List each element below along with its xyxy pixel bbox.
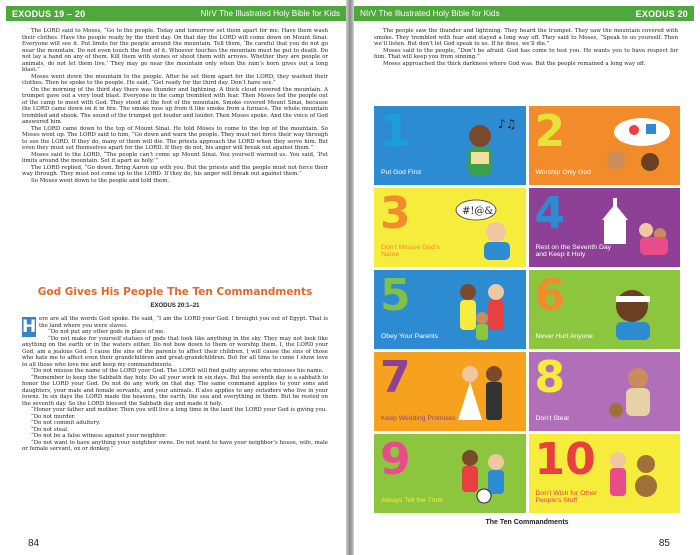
child-singing-illustration <box>440 114 520 178</box>
commandment-panel <box>529 188 681 267</box>
paragraph: On the morning of the third day there was thunder and lightning. A thick cloud covered the mountain. A trumpet gave out a very loud blast. Everyone in the camp trembled with fear. Then Moses led the people out of the camp to meet with God. They stood at the foot of the mountain. Smoke covered Mount Sinai, because the LORD came down on it in fire. The smoke rose up from it like smoke from a furnace. The whole mountain trembled and shook. The sound of the trumpet got louder and louder. Then Moses spoke. And the voice of God answered him. <box>22 86 328 125</box>
commandment-number: 4 <box>534 188 566 239</box>
drop-cap: H <box>22 317 37 337</box>
scripture-text <box>374 28 678 67</box>
commandment-panel <box>529 434 681 513</box>
paragraph: Moses said to the LORD, “The people can’t come up Mount Sinai. You yourself warned us. You said, ‘Put limits around the mountain. Set it apart as holy.’” <box>22 151 328 164</box>
header-book-title: NIrV The Illustrated Holy Bible for Kids <box>200 9 340 18</box>
book-gutter <box>346 0 354 555</box>
children-soccer-ball-illustration <box>440 442 520 506</box>
children-thought-bubble-illustration <box>594 114 674 178</box>
paragraph: “Remember to keep the Sabbath day holy. Do all your work in six days. But the seventh day is a sabbath to honor the LORD your God. Do not do any work on that day. The same command applies to your sons and daughters, your male and female servants, and your animals. It also applies to any outsiders who live in your towns. In six days the LORD made the heavens, the earth, the sea and everything in them. But he rested on the seventh day. So the LORD blessed the Sabbath day and made it holy. <box>22 374 328 407</box>
running-header <box>6 6 346 21</box>
paragraph: “Do not be a false witness against your neighbor. <box>31 433 167 439</box>
paragraph: So Moses went down to the people and told them. <box>31 177 170 184</box>
commandment-panel <box>529 270 681 349</box>
svg-text:♪♫: ♪♫ <box>497 117 516 131</box>
paragraph: “Do not put any other gods in place of me. <box>48 329 166 335</box>
commandment-number: 3 <box>380 188 411 239</box>
commandment-number: 8 <box>534 352 566 403</box>
child-with-toy-illustration <box>594 360 674 424</box>
parents-and-child-illustration <box>440 278 520 342</box>
commandment-panel <box>529 352 681 431</box>
paragraph: Moses said to the people, “Don’t be afraid. God has come to test you. He wants you to have respect for him. That will keep you from sinning.” <box>374 47 678 60</box>
commandment-panel <box>374 352 526 431</box>
commandment-panel <box>374 106 526 185</box>
commandment-label: Always Tell the Truth <box>381 497 444 505</box>
left-page <box>0 0 346 555</box>
section-reference: EXODUS 20:1–21 <box>150 303 200 309</box>
illustration-caption: The Ten Commandments <box>485 519 569 526</box>
commandment-number: 10 <box>534 434 596 485</box>
paragraph: ere are all the words God spoke. He said, “I am the LORD your God. I brought you out of Egypt. That is the land where you were slaves. <box>39 316 328 329</box>
paragraph: The LORD replied, “Go down. Bring Aaron up with you. But the priests and the people must not force their way through. They must not come up to the LORD. If they do, his anger will break out against them.” <box>22 164 328 177</box>
paragraph: The people saw the thunder and lightning. They heard the trumpet. They saw the mountain covered with smoke. They trembled with fear and stayed a long way off. They said to Moses, “Speak to us yourself. Then we’ll listen. But don’t let God speak to us. If he does, we’ll die.” <box>374 28 678 47</box>
wedding-couple-illustration <box>440 360 520 424</box>
commandment-label: Don’t Wish for Other People’s Stuff <box>535 489 598 505</box>
commandment-label: Put God First <box>381 169 422 177</box>
paragraph: “Do not steal. <box>31 426 69 433</box>
section-title: God Gives His People The Ten Commandments <box>37 286 313 298</box>
hurt-child-illustration <box>594 278 674 342</box>
commandment-number: 5 <box>380 270 411 321</box>
commandment-panel <box>374 434 526 513</box>
commandment-panel <box>529 106 681 185</box>
commandment-label: Rest on the Seventh Day and Keep it Holy <box>535 243 612 259</box>
paragraph: “Do not want to have anything your neighbor owns. Do not want to have your neighbor’s house, wife, male or female servant, ox or donkey.” <box>22 439 328 452</box>
commandment-label: Worship Only God <box>535 169 591 177</box>
paragraph: The LORD came down to the top of Mount Sinai. He told Moses to come to the top of the mountain. So Moses went up. The LORD said to him, “Go down and warn the people. They must not force their way through to see the LORD. If they do, many of them will die. The priests approach the LORD when they serve him. But even they must set themselves apart for the LORD. If they do not, his anger will break out against them.” <box>22 125 328 151</box>
header-reference: EXODUS 20 <box>635 8 688 19</box>
commandment-label: Keep Wedding Promises <box>381 415 456 423</box>
scripture-text <box>22 28 328 184</box>
page-number: 85 <box>658 538 670 549</box>
svg-text:#!@&: #!@& <box>461 206 493 217</box>
header-book-title: NIrV The Illustrated Holy Bible for Kids <box>360 9 500 18</box>
commandment-number: 7 <box>380 352 411 403</box>
paragraph: “Do not make for yourself statues of gods that look like anything in the sky. They may not look like anything on the earth or in the waters either. Do not bow down to them or worship them. I, the LORD your God, am a jealous God. I cause the sins of the parents to affect their children. I will cause the sins of those who hate me to affect even their grandchildren and great-grandchildren. But for all time to come I show love to all those who love me and keep my commandments. <box>22 335 328 368</box>
commandment-number: 9 <box>380 434 411 485</box>
commandment-panel <box>374 188 526 267</box>
paragraph: Moses went down the mountain to the people. After he set them apart for the LORD, they washed their clothes. Then he spoke to the people. He said, “Get ready for the third day. Don’t have sex.” <box>22 73 328 86</box>
commandment-label: Never Hurt Anyone <box>535 333 593 341</box>
paragraph: “Do not murder. <box>31 413 76 420</box>
commandment-number: 6 <box>534 270 566 321</box>
paragraph: “Do not commit adultery. <box>31 420 101 426</box>
commandment-number: 2 <box>534 106 566 157</box>
paragraph: “Do not misuse the name of the LORD your God. The LORD will find guilty anyone who misuses his name. <box>31 368 324 374</box>
header-reference: EXODUS 19 – 20 <box>12 8 86 19</box>
paragraph: The LORD said to Moses, “Go to the people. Today and tomorrow set them apart for me. Have them wash their clothes. Have the people ready by the third day. On that day the LORD will come down on Mount Sinai. Everyone will see it. Put limits for the people around the mountain. Tell them, ‘Be careful that you do not go near the mountain. Do not even touch the foot of it. Whoever touches the mountain must be put to death. Do not lay a hand on any of them. Kill them with stones or shoot them with arrows. Whether they are people or animals, do not let them live.’ They may go near the mountain only when the ram’s horn gives out a long blast.” <box>22 28 328 73</box>
commandment-label: Don’t Steal <box>535 415 569 423</box>
commandment-label: Obey Your Parents <box>381 333 439 341</box>
scripture-text-commandments <box>22 316 328 453</box>
right-page <box>354 0 700 555</box>
commandment-label: Don’t Misuse God’s Name <box>381 243 440 259</box>
commandment-number: 1 <box>380 106 411 157</box>
ten-commandments-illustration <box>374 106 680 513</box>
paragraph: “Honor your father and mother. Then you will live a long time in the land the LORD your God is giving you. <box>31 407 328 413</box>
paragraph: Moses approached the thick darkness where God was. But the people remained a long way off. <box>383 60 646 67</box>
running-header <box>354 6 694 21</box>
commandment-panel <box>374 270 526 349</box>
page-number: 84 <box>28 538 40 549</box>
